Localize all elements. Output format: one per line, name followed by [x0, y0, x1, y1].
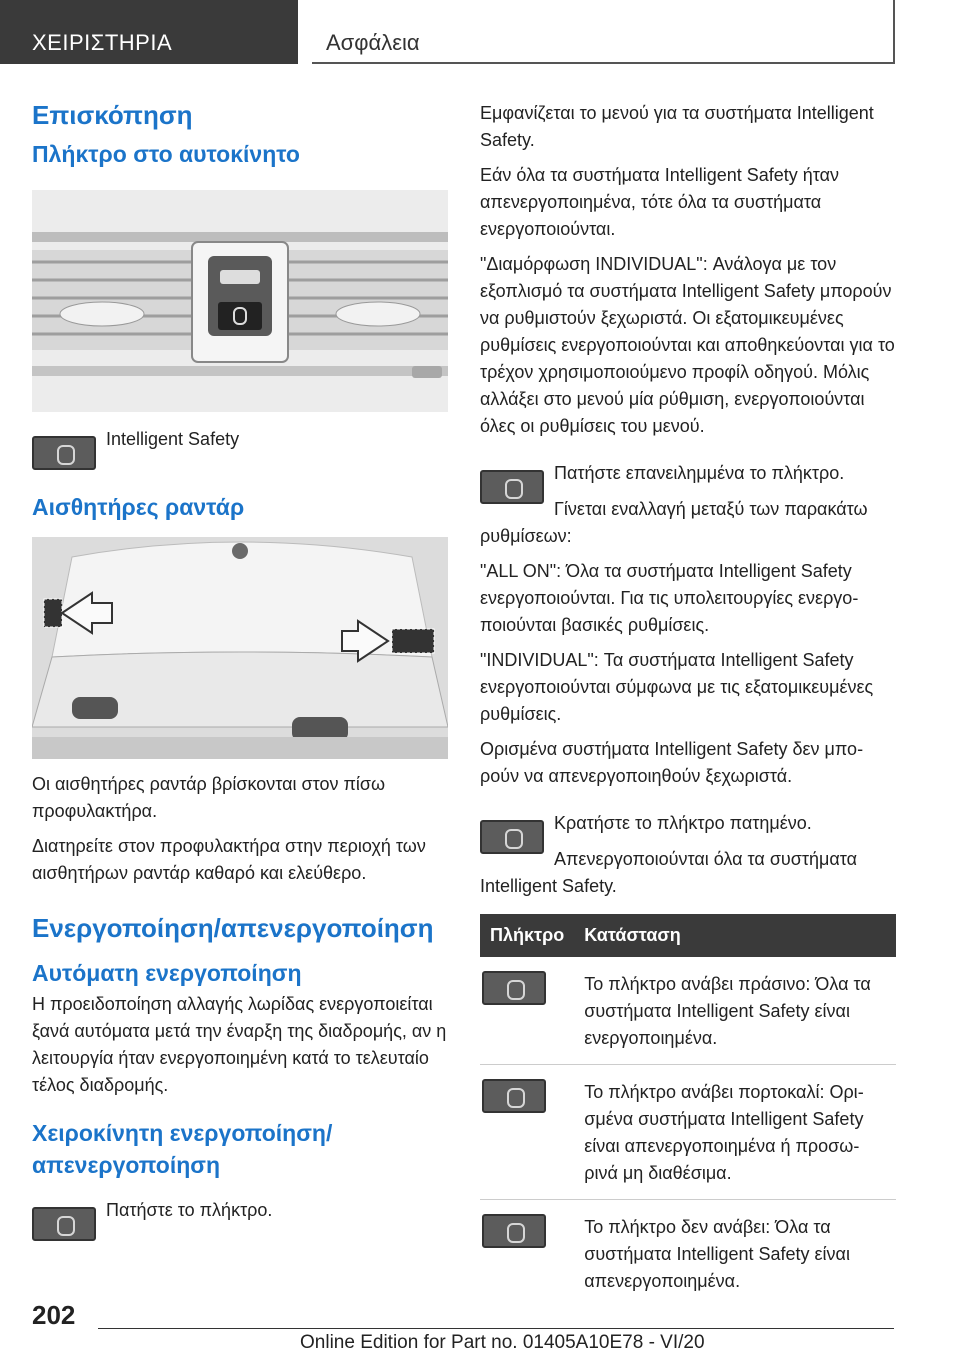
auto-activation-text: Η προειδοποίηση αλλαγής λωρίδας ενεργοποιείται ξανά αυτόματα μετά την έναρξη της διαδρομής, αν η λειτουργία ήταν ενεργοποιημένη κατά το τελευταίο τέλος διαδρομής.	[32, 994, 447, 1095]
individual-config-text: "Διαμόρφωση INDIVIDUAL": Ανάλογα με τον εξοπλισμό τα συστήματα Intelligent Safety μπορούν να ρυθμιστούν ξεχωριστά. Οι εξατομικευμένες ρυθμίσεις ενεργοποιούνται και αποθηκεύονται για το τρέχον χρησιμοποιούμενο προφίλ οδηγού. Μόλις αλλάξει στο μενού μία ρύθμιση, ενεργοποιούνται όλες οι ρυθμίσεις του μενού.	[480, 254, 895, 436]
table-cell-state: Το πλήκτρο ανάβει πορτοκαλί: Ορισμένα συστήματα Intelligent Safety είναι απενεργοποιημένα ή προσωρινά μη διαθέσιμα.	[574, 1065, 896, 1200]
table-header-state: Κατάσταση	[574, 914, 896, 957]
table-row	[480, 1065, 896, 1200]
sensors-text-1: Οι αισθητήρες ραντάρ βρίσκονται στον πίσω προφυλακτήρα.	[32, 774, 386, 821]
key-orange-icon	[482, 1079, 546, 1113]
table-header-key: Πλήκτρο	[480, 914, 574, 957]
vent-key-image	[32, 190, 448, 412]
heading-auto-activation: Αυτόματη ενεργοποίηση	[32, 960, 302, 986]
page-number: 202	[32, 1300, 76, 1330]
table-row	[480, 957, 896, 1065]
right-column	[480, 100, 896, 1307]
table-cell-state: Το πλήκτρο δεν ανάβει: Όλα τα συστήματα Intelligent Safety είναι απενεργοποιημένα.	[584, 1217, 850, 1291]
footer-edition: Online Edition for Part no. 01405A10E78 - VI/20	[300, 1332, 705, 1353]
key-green-icon	[482, 971, 546, 1005]
manual-step-text: Πατήστε το πλήκτρο.	[106, 1200, 273, 1220]
step1-result: Γίνεται εναλλαγή μεταξύ των παρακάτω ρυθμίσεων:	[480, 499, 868, 546]
header-chapter: Ασφάλεια	[312, 0, 895, 64]
intelligent-safety-key-icon	[32, 436, 96, 470]
intelligent-safety-key-icon	[480, 470, 544, 504]
step-press-hold	[480, 808, 896, 864]
rear-bumper-image	[32, 537, 448, 759]
key-off-icon	[482, 1214, 546, 1248]
individual-text: "INDIVIDUAL": Τα συστήματα Intelligent Safety ενεργοποιούνται σύμφωνα με τις εξατομικευμένες ρυθμίσεις.	[480, 650, 874, 724]
intelligent-safety-key-icon	[32, 1207, 96, 1241]
menu-text: Εμφανίζεται το μενού για τα συστήματα Intelligent Safety.	[480, 103, 874, 150]
key-status-table	[480, 914, 896, 1307]
header-section: ΧΕΙΡΙΣΤΗΡΙΑ	[0, 0, 298, 64]
all-off-text: Εάν όλα τα συστήματα Intelligent Safety ήταν απενεργοποιημένα, τότε όλα τα συστήματα ενεργοποιούνται.	[480, 165, 840, 239]
dashboard-vent-illustration	[32, 190, 448, 412]
heading-key-in-car: Πλήκτρο στο αυτοκίνητο	[32, 141, 300, 167]
step1-text: Πατήστε επανειλημμένα το πλήκτρο.	[554, 463, 845, 483]
step2-text: Κρατήστε το πλήκτρο πατημένο.	[554, 813, 812, 833]
some-systems-text: Ορισμένα συστήματα Intelligent Safety δεν μπορούν να απενεργοποιηθούν ξεχωριστά.	[480, 739, 864, 786]
key-label: Intelligent Safety	[106, 429, 240, 449]
footer-rule	[98, 1328, 894, 1329]
intelligent-safety-key-icon	[480, 820, 544, 854]
left-column	[32, 100, 448, 1261]
table-row	[480, 1200, 896, 1308]
table-cell-state: Το πλήκτρο ανάβει πράσινο: Όλα τα συστήματα Intelligent Safety είναι ενεργοποιημένα.	[574, 957, 896, 1065]
heading-overview: Επισκόπηση	[32, 100, 193, 130]
heading-activation: Ενεργοποίηση/απενεργοποίηση	[32, 913, 434, 943]
heading-radar-sensors: Αισθητήρες ραντάρ	[32, 494, 245, 520]
key-legend-row	[32, 424, 448, 480]
rear-bumper-illustration	[32, 537, 448, 759]
step2-result: Απενεργοποιούνται όλα τα συστήματα Intelligent Safety.	[480, 849, 858, 896]
heading-manual-activation: Χειροκίνητη ενεργοποίηση/ απενεργοποίηση	[32, 1120, 333, 1178]
step-press-repeatedly	[480, 458, 896, 514]
manual-step-row	[32, 1195, 448, 1251]
all-on-text: "ALL ON": Όλα τα συστήματα Intelligent Safety ενεργοποιούνται. Για τις υπολειτουργίες ενεργοποιούνται βασικές ρυθμίσεις.	[480, 561, 859, 635]
sensors-text-2: Διατηρείτε στον προφυλακτήρα στην περιοχή των αισθητήρων ραντάρ καθαρό και ελεύθερο.	[32, 836, 426, 883]
